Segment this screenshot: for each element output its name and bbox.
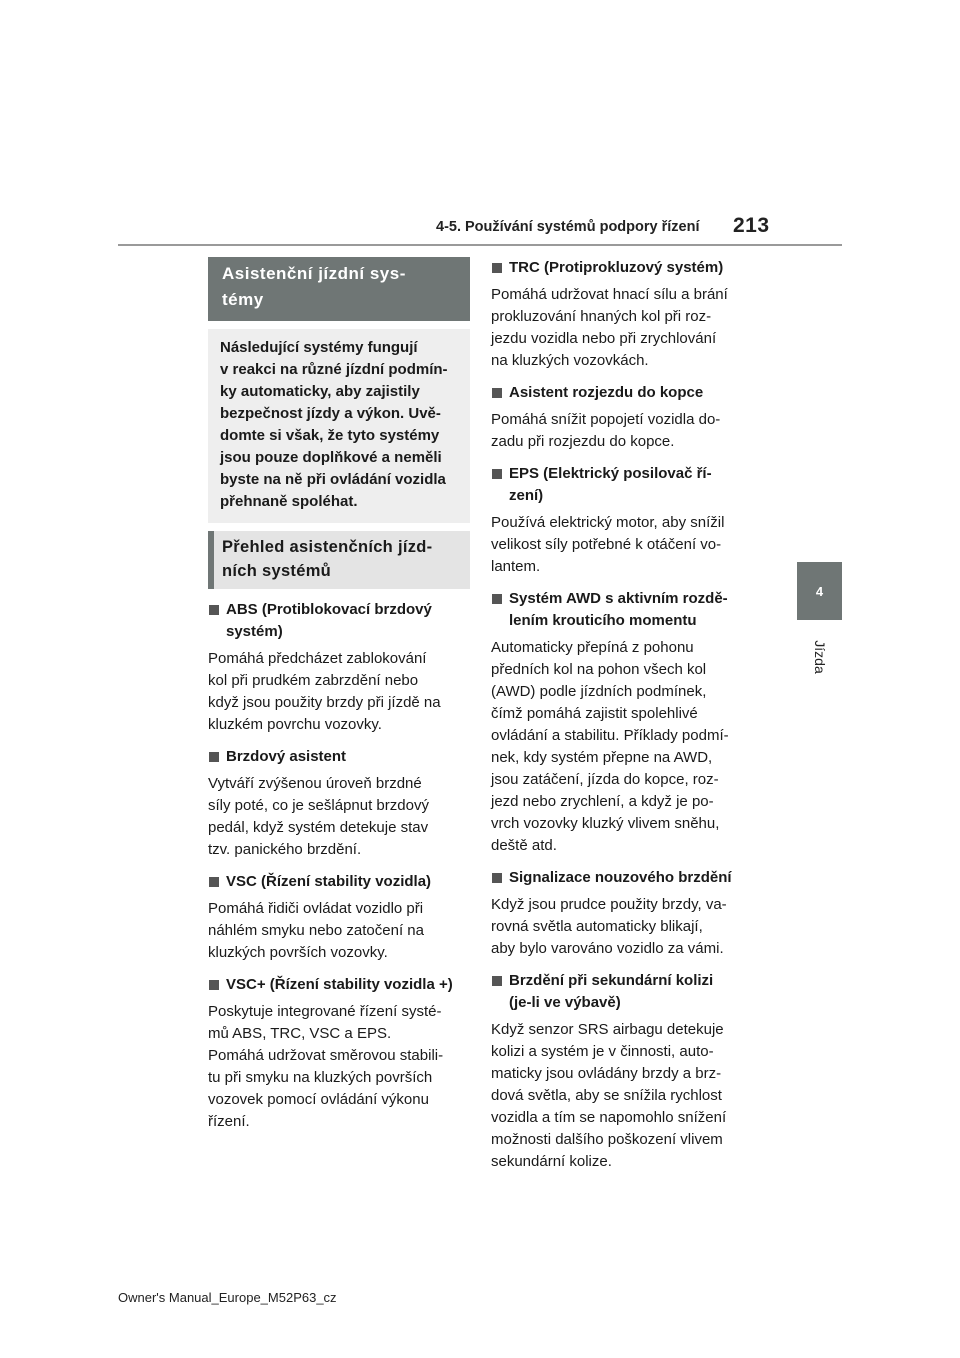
item-title xyxy=(491,382,747,404)
body-line: lantem. xyxy=(491,558,541,575)
body-line: dová světla, aby se snížila rychlost xyxy=(491,1087,722,1104)
header-rule xyxy=(118,244,842,246)
item-title xyxy=(491,867,747,889)
title-line: ABS (Protiblokovací brzdový xyxy=(226,601,432,618)
title-line: Systém AWD s aktivním rozdě- xyxy=(509,590,728,607)
item-body xyxy=(491,409,747,453)
list-item-eps xyxy=(491,463,747,578)
item-title xyxy=(208,871,470,893)
body-line: rovná světla automaticky blikají, xyxy=(491,918,703,935)
item-body xyxy=(491,284,747,372)
body-line: jezd nebo zrychlení, a když je po- xyxy=(491,793,714,810)
body-line: ovládání a stabilitu. Příklady podmí- xyxy=(491,727,729,744)
chapter-tab: 4 xyxy=(797,562,842,620)
section-heading-overview xyxy=(208,531,470,589)
title-line: Brzdový asistent xyxy=(226,748,347,765)
title-line: VSC (Řízení stability vozidla) xyxy=(226,873,432,890)
body-line: síly poté, co je sešlápnut brzdový xyxy=(208,797,429,814)
square-bullet-icon xyxy=(209,877,219,887)
body-line: čímž pomáhá zajistit spolehlivé xyxy=(491,705,698,722)
intro-line: bezpečnost jízdy a výkon. Uvě- xyxy=(220,405,441,422)
body-line: Vytváří zvýšenou úroveň brzdné xyxy=(208,775,422,792)
body-line: předních kol na pohon všech kol xyxy=(491,661,707,678)
square-bullet-icon xyxy=(492,976,502,986)
item-body xyxy=(208,773,470,861)
body-line: sekundární kolize. xyxy=(491,1153,612,1170)
item-body xyxy=(491,1019,747,1173)
title-line: zení) xyxy=(509,487,544,504)
heading-line: Asistenční jízdní sys- xyxy=(222,264,406,283)
item-title xyxy=(491,463,747,507)
list-item-trc xyxy=(491,257,747,372)
item-title xyxy=(491,970,747,1014)
body-line: řízení. xyxy=(208,1113,250,1130)
list-item-abs xyxy=(208,599,470,736)
square-bullet-icon xyxy=(492,263,502,273)
heading-line: témy xyxy=(222,290,264,309)
list-item-vsc xyxy=(208,871,470,964)
list-item-vsc-plus xyxy=(208,974,470,1133)
square-bullet-icon xyxy=(492,873,502,883)
intro-line: Následující systémy fungují xyxy=(220,339,418,356)
body-line: Pomáhá snížit popojetí vozidla do- xyxy=(491,411,721,428)
body-line: na kluzkých vozovkách. xyxy=(491,352,649,369)
body-line: Pomáhá řidiči ovládat vozidlo při xyxy=(208,900,424,917)
square-bullet-icon xyxy=(492,388,502,398)
body-line: když jsou použity brzdy při jízdě na xyxy=(208,694,441,711)
body-line: vozidla a tím se napomohlo snížení xyxy=(491,1109,727,1126)
body-line: jsou zatáčení, jízda do kopce, roz- xyxy=(491,771,719,788)
intro-line: byste na ně při ovládání vozidla xyxy=(220,471,446,488)
square-bullet-icon xyxy=(492,594,502,604)
item-body xyxy=(208,648,470,736)
item-body xyxy=(491,637,747,857)
intro-line: v reakci na různé jízdní podmín- xyxy=(220,361,448,378)
item-body xyxy=(491,512,747,578)
square-bullet-icon xyxy=(209,605,219,615)
body-line: Poskytuje integrované řízení systé- xyxy=(208,1003,442,1020)
body-line: kol při prudkém zabrzdění nebo xyxy=(208,672,419,689)
item-title xyxy=(491,588,747,632)
body-line: maticky jsou ovládány brzdy a brz- xyxy=(491,1065,722,1082)
intro-line: ky automaticky, aby zajistily xyxy=(220,383,420,400)
body-line: tu při smyku na kluzkých površích xyxy=(208,1069,433,1086)
item-body xyxy=(491,894,747,960)
title-line: Brzdění při sekundární kolizi xyxy=(509,972,714,989)
list-item-secondary-collision-brake xyxy=(491,970,747,1173)
body-line: mů ABS, TRC, VSC a EPS. xyxy=(208,1025,392,1042)
title-line: EPS (Elektrický posilovač ří- xyxy=(509,465,712,482)
item-body xyxy=(208,898,470,964)
body-line: vozovek pomocí ovládání výkonu xyxy=(208,1091,429,1108)
section-heading-assist-systems xyxy=(208,257,470,321)
page-number: 213 xyxy=(733,214,770,237)
body-line: velikost síly potřebné k otáčení vo- xyxy=(491,536,722,553)
intro-box xyxy=(208,329,470,523)
page-header-title: 4-5. Používání systémů podpory řízení xyxy=(436,219,700,235)
list-item-emergency-brake-signal xyxy=(491,867,747,960)
body-line: Když senzor SRS airbagu detekuje xyxy=(491,1021,724,1038)
title-line: VSC+ (Řízení stability vozidla +) xyxy=(226,976,453,993)
left-column xyxy=(208,257,470,1133)
title-line: Asistent rozjezdu do kopce xyxy=(509,384,704,401)
list-item-hill-start-assist xyxy=(491,382,747,453)
body-line: náhlém smyku nebo zatočení na xyxy=(208,922,424,939)
item-title xyxy=(208,974,470,996)
page-footer: Owner's Manual_Europe_M52P63_cz xyxy=(118,1290,337,1305)
body-line: Když jsou prudce použity brzdy, va- xyxy=(491,896,727,913)
body-line: kluzkém povrchu vozovky. xyxy=(208,716,382,733)
item-title xyxy=(491,257,747,279)
heading-line: Přehled asistenčních jízd- xyxy=(222,538,433,556)
body-line: jezdu vozidla nebo při zrychlování xyxy=(491,330,717,347)
intro-line: přehnaně spoléhat. xyxy=(220,493,358,510)
body-line: kluzkých površích vozovky. xyxy=(208,944,388,961)
intro-line: domte si však, že tyto systémy xyxy=(220,427,440,444)
body-line: zadu při rozjezdu do kopce. xyxy=(491,433,675,450)
right-column xyxy=(491,257,747,1173)
intro-line: jsou pouze doplňkové a neměli xyxy=(220,449,442,466)
chapter-label-text: Jízda xyxy=(812,640,828,674)
item-title xyxy=(208,746,470,768)
title-line: (je-li ve výbavě) xyxy=(509,994,621,1011)
body-line: prokluzování hnaných kol při roz- xyxy=(491,308,712,325)
body-line: Používá elektrický motor, aby snížil xyxy=(491,514,725,531)
body-line: aby bylo varováno vozidlo za vámi. xyxy=(491,940,724,957)
square-bullet-icon xyxy=(209,980,219,990)
body-line: Pomáhá předcházet zablokování xyxy=(208,650,427,667)
title-line: lením krouticího momentu xyxy=(509,612,697,629)
square-bullet-icon xyxy=(209,752,219,762)
body-line: kolizi a systém je v činnosti, auto- xyxy=(491,1043,714,1060)
body-line: deště atd. xyxy=(491,837,557,854)
body-line: Automaticky přepíná z pohonu xyxy=(491,639,694,656)
body-line: Pomáhá udržovat hnací sílu a brání xyxy=(491,286,728,303)
item-body xyxy=(208,1001,470,1133)
list-item-brake-assist xyxy=(208,746,470,861)
body-line: (AWD) podle jízdních podmínek, xyxy=(491,683,707,700)
body-line: nek, kdy systém přepne na AWD, xyxy=(491,749,713,766)
square-bullet-icon xyxy=(492,469,502,479)
title-line: TRC (Protiprokluzový systém) xyxy=(509,259,724,276)
body-line: pedál, když systém detekuje stav xyxy=(208,819,429,836)
body-line: tzv. panického brzdění. xyxy=(208,841,362,858)
body-line: vrch vozovky kluzký vlivem sněhu, xyxy=(491,815,720,832)
list-item-awd xyxy=(491,588,747,857)
body-line: možnosti dalšího poškození vlivem xyxy=(491,1131,723,1148)
chapter-label xyxy=(810,632,830,682)
body-line: Pomáhá udržovat směrovou stabili- xyxy=(208,1047,444,1064)
item-title xyxy=(208,599,470,643)
title-line: systém) xyxy=(226,623,283,640)
title-line: Signalizace nouzového brzdění xyxy=(509,869,732,886)
heading-line: ních systémů xyxy=(222,562,332,580)
